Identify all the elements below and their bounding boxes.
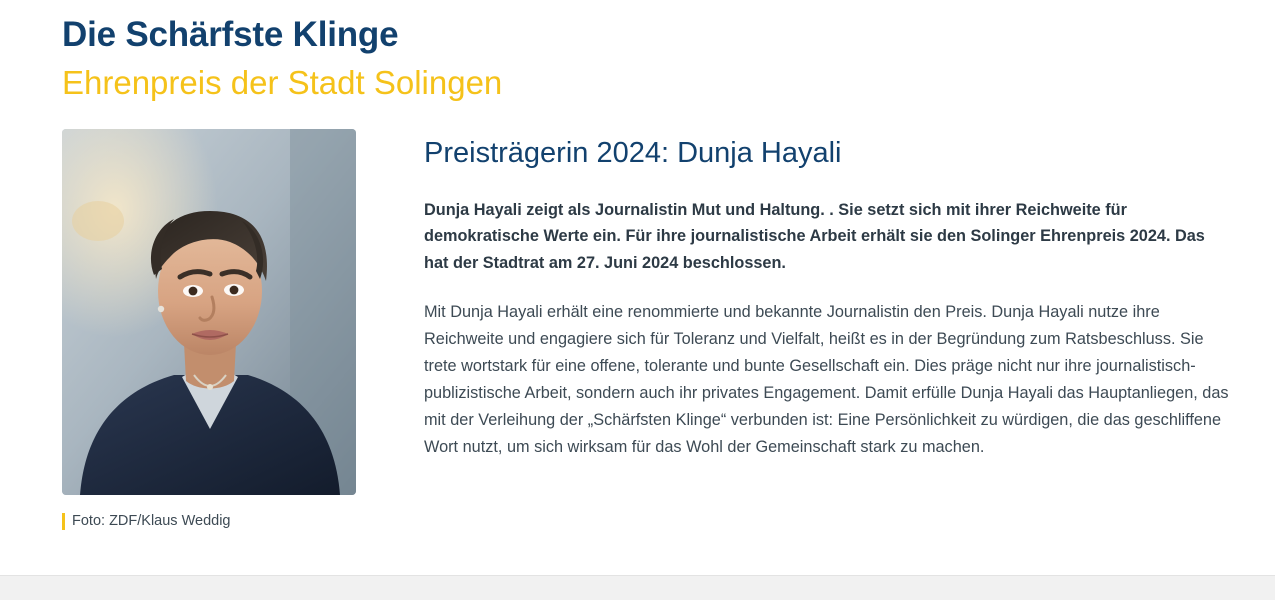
article-body-paragraph: Mit Dunja Hayali erhält eine renommierte und bekannte Journalistin den Preis. Dunja Hayali nutze ihre Reichweite und engagiere sich für Toleranz und Vielfalt, heißt es in der Begründung zum Ratsbeschluss. Sie trete wortstark für eine offene, tolerante und bunte Gesellschaft ein. Dies präge nicht nur ihre journalistisch-publizistische Arbeit, sondern auch ihr privates Engagement. Damit erfülle Dunja Hayali das Hauptanliegen, das mit der Verleihung der „Schärfsten Klinge“ verbunden ist: Eine Persönlichkeit zu würdigen, die das geschliffene Wort nutzt, um sich wirksam für das Wohl der Gemeinschaft stark zu machen. bbox=[424, 303, 1229, 456]
content-area bbox=[0, 103, 1275, 531]
article-heading: Preisträgerin 2024: Dunja Hayali bbox=[424, 137, 842, 170]
article bbox=[424, 129, 1233, 460]
portrait-image bbox=[62, 129, 356, 495]
image-caption: Foto: ZDF/Klaus Weddig bbox=[62, 511, 356, 531]
page-header bbox=[0, 0, 1275, 103]
figure bbox=[62, 129, 356, 531]
article-lead-paragraph: Dunja Hayali zeigt als Journalistin Mut und Haltung. . Sie setzt sich mit ihrer Reichweite für demokratische Werte ein. Für ihre journalistische Arbeit erhält sie den Solinger Ehrenpreis 2024. Das hat der Stadtrat am 27. Juni 2024 beschlossen. bbox=[424, 200, 1205, 273]
page-subtitle: Ehrenpreis der Stadt Solingen bbox=[62, 64, 503, 101]
page-title: Die Schärfste Klinge bbox=[62, 15, 399, 54]
footer-band bbox=[0, 575, 1275, 600]
